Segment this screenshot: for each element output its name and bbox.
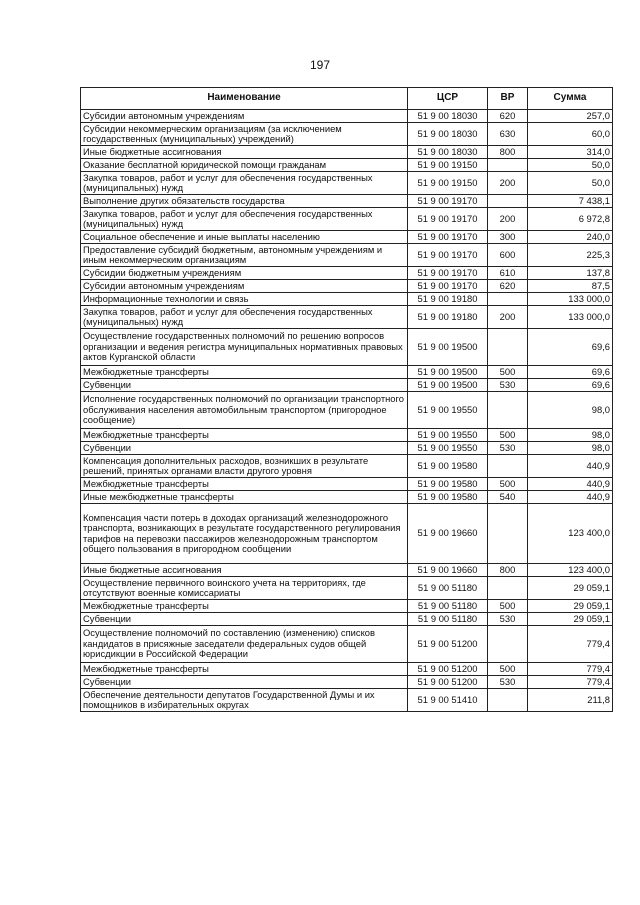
cell-vr (488, 626, 528, 663)
cell-name: Субвенции (81, 379, 408, 392)
cell-csr: 51 9 00 19180 (408, 306, 488, 329)
cell-csr: 51 9 00 19550 (408, 392, 488, 429)
header-sum: Сумма (528, 88, 613, 110)
table-body (81, 110, 613, 712)
table-row (81, 195, 613, 208)
cell-name: Межбюджетные трансферты (81, 600, 408, 613)
cell-sum: 440,9 (528, 478, 613, 491)
table-row (81, 577, 613, 600)
cell-vr: 500 (488, 600, 528, 613)
cell-vr (488, 293, 528, 306)
cell-vr (488, 504, 528, 564)
table-row (81, 491, 613, 504)
table-row (81, 172, 613, 195)
table-row (81, 244, 613, 267)
cell-csr: 51 9 00 51200 (408, 663, 488, 676)
table-row (81, 455, 613, 478)
cell-sum: 29 059,1 (528, 600, 613, 613)
cell-vr: 610 (488, 267, 528, 280)
cell-name: Компенсация части потерь в доходах организаций железнодорожного транспорта, возникающих в результате государственного регулирования тарифов на перевозки пассажиров железнодорожным транспортом общего пользования в пригородном сообщении (81, 504, 408, 564)
header-vr: ВР (488, 88, 528, 110)
cell-name: Иные бюджетные ассигнования (81, 146, 408, 159)
cell-vr: 200 (488, 306, 528, 329)
table-row (81, 146, 613, 159)
cell-sum: 133 000,0 (528, 306, 613, 329)
table-row (81, 689, 613, 712)
cell-vr: 300 (488, 231, 528, 244)
cell-sum: 440,9 (528, 491, 613, 504)
table-row (81, 293, 613, 306)
cell-sum: 69,6 (528, 366, 613, 379)
table-header-row (81, 88, 613, 110)
cell-sum: 50,0 (528, 159, 613, 172)
table-row (81, 379, 613, 392)
cell-csr: 51 9 00 19580 (408, 491, 488, 504)
cell-csr: 51 9 00 19170 (408, 280, 488, 293)
cell-sum: 314,0 (528, 146, 613, 159)
cell-csr: 51 9 00 18030 (408, 110, 488, 123)
table-row (81, 280, 613, 293)
cell-vr (488, 577, 528, 600)
cell-name: Социальное обеспечение и иные выплаты населению (81, 231, 408, 244)
cell-sum: 440,9 (528, 455, 613, 478)
cell-vr: 530 (488, 676, 528, 689)
cell-csr: 51 9 00 19550 (408, 429, 488, 442)
cell-name: Закупка товаров, работ и услуг для обеспечения государственных (муниципальных) нужд (81, 208, 408, 231)
cell-name: Осуществление полномочий по составлению (изменению) списков кандидатов в присяжные заседатели федеральных судов общей юрисдикции в Российской Федерации (81, 626, 408, 663)
cell-vr: 200 (488, 208, 528, 231)
table-row (81, 208, 613, 231)
cell-name: Оказание бесплатной юридической помощи гражданам (81, 159, 408, 172)
table-row (81, 306, 613, 329)
cell-vr: 530 (488, 613, 528, 626)
cell-csr: 51 9 00 19500 (408, 379, 488, 392)
table-row (81, 123, 613, 146)
cell-vr: 800 (488, 564, 528, 577)
cell-name: Межбюджетные трансферты (81, 366, 408, 379)
cell-sum: 133 000,0 (528, 293, 613, 306)
cell-sum: 240,0 (528, 231, 613, 244)
cell-name: Исполнение государственных полномочий по организации транспортного обслуживания населения автомобильным транспортом (пригородное сообщение) (81, 392, 408, 429)
cell-sum: 98,0 (528, 392, 613, 429)
table-row (81, 442, 613, 455)
table-row (81, 600, 613, 613)
cell-name: Компенсация дополнительных расходов, возникших в результате решений, принятых органами власти другого уровня (81, 455, 408, 478)
cell-sum: 6 972,8 (528, 208, 613, 231)
table-row (81, 231, 613, 244)
cell-sum: 98,0 (528, 429, 613, 442)
cell-csr: 51 9 00 19660 (408, 564, 488, 577)
table-row (81, 267, 613, 280)
cell-vr: 620 (488, 110, 528, 123)
cell-csr: 51 9 00 19580 (408, 455, 488, 478)
cell-csr: 51 9 00 18030 (408, 123, 488, 146)
cell-name: Субвенции (81, 676, 408, 689)
cell-name: Субсидии автономным учреждениям (81, 280, 408, 293)
table-row (81, 366, 613, 379)
cell-vr (488, 392, 528, 429)
cell-csr: 51 9 00 51180 (408, 613, 488, 626)
table-row (81, 329, 613, 366)
cell-vr: 530 (488, 379, 528, 392)
table-row (81, 429, 613, 442)
cell-sum: 123 400,0 (528, 504, 613, 564)
cell-csr: 51 9 00 19170 (408, 231, 488, 244)
cell-csr: 51 9 00 19150 (408, 159, 488, 172)
cell-name: Закупка товаров, работ и услуг для обеспечения государственных (муниципальных) нужд (81, 172, 408, 195)
cell-vr: 530 (488, 442, 528, 455)
cell-csr: 51 9 00 19170 (408, 244, 488, 267)
cell-vr: 500 (488, 366, 528, 379)
cell-csr: 51 9 00 51200 (408, 676, 488, 689)
cell-sum: 137,8 (528, 267, 613, 280)
cell-vr (488, 195, 528, 208)
cell-name: Выполнение других обязательств государства (81, 195, 408, 208)
cell-sum: 779,4 (528, 676, 613, 689)
cell-vr (488, 329, 528, 366)
cell-csr: 51 9 00 19500 (408, 329, 488, 366)
cell-name: Осуществление первичного воинского учета на территориях, где отсутствуют военные комиссариаты (81, 577, 408, 600)
cell-vr (488, 689, 528, 712)
cell-csr: 51 9 00 18030 (408, 146, 488, 159)
cell-csr: 51 9 00 19660 (408, 504, 488, 564)
table-row (81, 110, 613, 123)
cell-sum: 257,0 (528, 110, 613, 123)
cell-vr: 620 (488, 280, 528, 293)
table-row (81, 392, 613, 429)
cell-name: Иные межбюджетные трансферты (81, 491, 408, 504)
cell-sum: 29 059,1 (528, 613, 613, 626)
cell-csr: 51 9 00 19170 (408, 208, 488, 231)
cell-name: Субсидии некоммерческим организациям (за исключением государственных (муниципальных) учреждений) (81, 123, 408, 146)
cell-sum: 60,0 (528, 123, 613, 146)
table-row (81, 478, 613, 491)
cell-sum: 211,8 (528, 689, 613, 712)
cell-sum: 98,0 (528, 442, 613, 455)
cell-vr: 630 (488, 123, 528, 146)
cell-name: Предоставление субсидий бюджетным, автономным учреждениям и иным некоммерческим организациям (81, 244, 408, 267)
table-row (81, 159, 613, 172)
cell-name: Закупка товаров, работ и услуг для обеспечения государственных (муниципальных) нужд (81, 306, 408, 329)
cell-csr: 51 9 00 19150 (408, 172, 488, 195)
cell-vr: 500 (488, 663, 528, 676)
cell-csr: 51 9 00 19170 (408, 267, 488, 280)
table-row (81, 626, 613, 663)
header-csr: ЦСР (408, 88, 488, 110)
cell-vr: 600 (488, 244, 528, 267)
cell-csr: 51 9 00 51180 (408, 577, 488, 600)
cell-name: Межбюджетные трансферты (81, 429, 408, 442)
cell-vr (488, 159, 528, 172)
table-row (81, 613, 613, 626)
table-row (81, 676, 613, 689)
cell-vr: 500 (488, 478, 528, 491)
cell-sum: 779,4 (528, 663, 613, 676)
cell-sum: 779,4 (528, 626, 613, 663)
cell-name: Осуществление государственных полномочий по решению вопросов организации и ведения регистра муниципальных нормативных правовых актов Курганской области (81, 329, 408, 366)
cell-sum: 225,3 (528, 244, 613, 267)
cell-csr: 51 9 00 51200 (408, 626, 488, 663)
header-name: Наименование (81, 88, 408, 110)
cell-csr: 51 9 00 51410 (408, 689, 488, 712)
cell-name: Субсидии бюджетным учреждениям (81, 267, 408, 280)
cell-sum: 7 438,1 (528, 195, 613, 208)
cell-name: Межбюджетные трансферты (81, 663, 408, 676)
cell-vr (488, 455, 528, 478)
cell-csr: 51 9 00 19580 (408, 478, 488, 491)
cell-sum: 123 400,0 (528, 564, 613, 577)
cell-name: Субсидии автономным учреждениям (81, 110, 408, 123)
table-row (81, 663, 613, 676)
cell-csr: 51 9 00 19170 (408, 195, 488, 208)
cell-name: Иные бюджетные ассигнования (81, 564, 408, 577)
table-row (81, 564, 613, 577)
cell-vr: 200 (488, 172, 528, 195)
cell-csr: 51 9 00 19500 (408, 366, 488, 379)
cell-sum: 69,6 (528, 379, 613, 392)
cell-vr: 500 (488, 429, 528, 442)
cell-csr: 51 9 00 19550 (408, 442, 488, 455)
cell-name: Информационные технологии и связь (81, 293, 408, 306)
cell-name: Субвенции (81, 442, 408, 455)
cell-csr: 51 9 00 51180 (408, 600, 488, 613)
cell-sum: 29 059,1 (528, 577, 613, 600)
cell-sum: 50,0 (528, 172, 613, 195)
cell-vr: 800 (488, 146, 528, 159)
cell-sum: 87,5 (528, 280, 613, 293)
table-row (81, 504, 613, 564)
cell-sum: 69,6 (528, 329, 613, 366)
cell-csr: 51 9 00 19180 (408, 293, 488, 306)
budget-table (80, 87, 613, 712)
cell-name: Обеспечение деятельности депутатов Государственной Думы и их помощников в избирательных округах (81, 689, 408, 712)
cell-name: Субвенции (81, 613, 408, 626)
cell-vr: 540 (488, 491, 528, 504)
cell-name: Межбюджетные трансферты (81, 478, 408, 491)
page-number: 197 (309, 58, 331, 72)
